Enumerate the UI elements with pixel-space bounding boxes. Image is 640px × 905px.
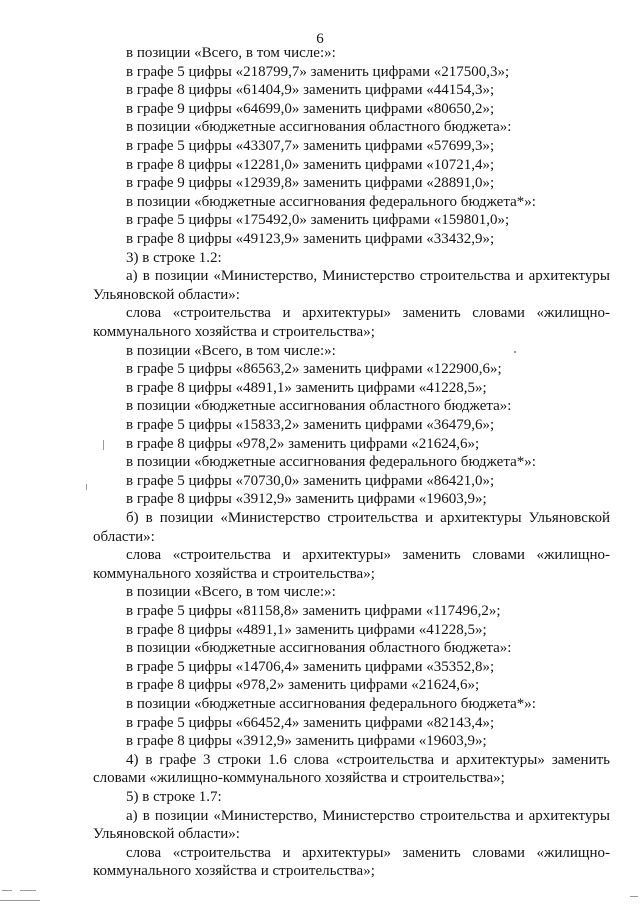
text-line: слова «строительства и архитектуры» заменить словами «жилищно- (126, 547, 610, 564)
text-line: в позиции «Всего, в том числе:»: (126, 342, 336, 359)
text-line: Ульяновской области»: (93, 826, 240, 843)
scan-edge-mark (0, 900, 40, 901)
text-line: 5) в строке 1.7: (126, 789, 222, 805)
text-line: в позиции «бюджетные ассигнования федерального бюджета*»: (126, 193, 536, 210)
text-line: Ульяновской области»: (93, 286, 240, 303)
text-line: а) в позиции «Министерство, Министерство строительства и архитектуры (126, 807, 610, 824)
page-number: 6 (316, 31, 324, 47)
text-line: в графе 9 цифры «64699,0» заменить цифрами «80650,2»; (126, 100, 495, 117)
text-line: в графе 8 цифры «3912,9» заменить цифрами «19603,9»; (126, 733, 487, 750)
scan-speck (103, 440, 104, 450)
text-line: а) в позиции «Министерство, Министерство строительства и архитектуры (126, 268, 610, 285)
text-line: в графе 8 цифры «4891,1» заменить цифрами «41228,5»; (126, 379, 487, 396)
text-line: в графе 8 цифры «3912,9» заменить цифрами «19603,9»; (126, 491, 487, 508)
text-line: коммунального хозяйства и строительства»; (93, 565, 375, 582)
text-line: в графе 5 цифры «15833,2» заменить цифрами «36479,6»; (126, 417, 495, 433)
text-line: словами «жилищно-коммунального хозяйства и строительства»; (93, 770, 505, 787)
text-line: в графе 5 цифры «66452,4» заменить цифрами «82143,4»; (126, 714, 495, 731)
text-line: слова «строительства и архитектуры» заменить словами «жилищно- (126, 305, 610, 322)
text-line: в графе 8 цифры «978,2» заменить цифрами «21624,6»; (126, 677, 480, 694)
text-line: в графе 5 цифры «43307,7» заменить цифрами «57699,3»; (126, 138, 495, 154)
text-line: в графе 8 цифры «4891,1» заменить цифрами «41228,5»; (126, 621, 487, 638)
text-line: слова «строительства и архитектуры» заменить словами «жилищно- (126, 844, 610, 861)
scan-edge-mark (2, 890, 12, 891)
text-line: коммунального хозяйства и строительства»; (93, 324, 375, 340)
text-line: в позиции «Всего, в том числе:»: (126, 584, 336, 601)
text-line: 3) в строке 1.2: (126, 249, 222, 266)
text-line: в графе 5 цифры «86563,2» заменить цифрами «122900,6»; (126, 361, 502, 378)
text-line: в позиции «бюджетные ассигнования областного бюджета»: (126, 640, 512, 657)
text-line: в графе 8 цифры «12281,0» заменить цифрами «10721,4»; (126, 156, 495, 173)
text-line: в позиции «бюджетные ассигнования областного бюджета»: (126, 119, 512, 136)
text-line: в графе 9 цифры «12939,8» заменить цифрами «28891,0»; (126, 175, 495, 192)
text-line: в графе 5 цифры «175492,0» заменить цифрами «159801,0»; (126, 212, 510, 229)
text-line: в графе 5 цифры «81158,8» заменить цифрами «117496,2»; (126, 603, 501, 619)
text-line: в графе 8 цифры «978,2» заменить цифрами «21624,6»; (126, 435, 480, 452)
text-line: б) в позиции «Министерство строительства и архитектуры Ульяновской (126, 510, 610, 526)
text-line: 4) в графе 3 строки 1.6 слова «строительства и архитектуры» заменить (126, 751, 610, 768)
text-line: в позиции «Всего, в том числе:»: (126, 45, 336, 61)
scan-speck (514, 351, 516, 353)
text-line: в графе 5 цифры «70730,0» заменить цифрами «86421,0»; (126, 472, 495, 489)
text-line: в графе 5 цифры «218799,7» заменить цифрами «217500,3»; (126, 63, 510, 80)
scan-speck (86, 484, 87, 490)
text-line: коммунального хозяйства и строительства»; (93, 863, 375, 880)
text-line: в позиции «бюджетные ассигнования областного бюджета»: (126, 398, 512, 415)
scan-edge-mark (20, 890, 36, 891)
text-line: в графе 8 цифры «49123,9» заменить цифрами «33432,9»; (126, 231, 495, 247)
text-line: в позиции «бюджетные ассигнования федерального бюджета*»: (126, 696, 536, 712)
text-line: в позиции «бюджетные ассигнования федерального бюджета*»: (126, 454, 536, 471)
scan-edge-mark (630, 896, 638, 897)
text-line: в графе 8 цифры «61404,9» заменить цифрами «44154,3»; (126, 82, 495, 99)
text-line: в графе 5 цифры «14706,4» заменить цифрами «35352,8»; (126, 658, 495, 675)
text-line: области»: (93, 528, 155, 545)
